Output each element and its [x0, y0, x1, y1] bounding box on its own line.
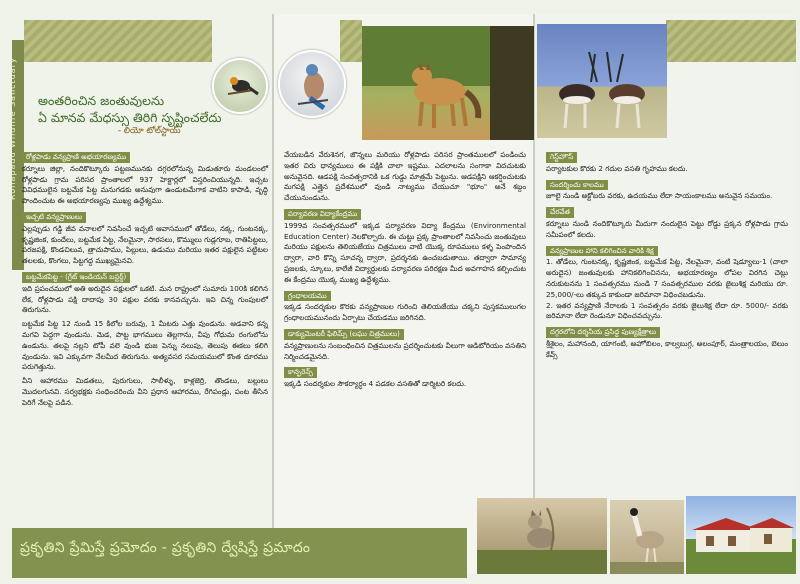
section-heading: వన్యప్రాణుల హాని కలిగించిన వారికి శిక్ష [546, 246, 658, 257]
section-body: వేయబడిన వేరుశెనగ, జొన్నలు మరియు రోళ్లపాడు పరిసర ప్రాంతములలో పండించు ఇతర చిరు ధాన్యములు ఈ పక్షికి చాలా ఇష్టము. ఎదలాలను సంగాకా విదచుటకు అనువైనది. ఆడపక్షి సంవత్సరానికి ఒక గుడ్డు మాత్రమే పెట్టును. ఆడపక్షిని ఆకర్షించుటకు మగపక్షి ఎత్తైన ప్రదేశములో వుండి నాట్యము చేయుచూ "భూం" అనే శబ్దం చేయునుండును. [284, 150, 526, 203]
section-body: ఇది ప్రపంచములో అతి అరుదైన పక్షులలో ఒకటి. మన రాష్ట్రంలో సుమారు 100కి కలిగిన లేక, రోళ్లపాడు పక్షి దాదాపు 30 పక్షుల వరకు కానవచ్చును. ఇవి చిన్న గుంపులలో తిరుగును. [22, 283, 268, 315]
section-body: కర్నూలు జిల్లా, నందికొట్కూరు పట్టణమునకు దగ్గరలోనున్న మిడుతూరు మండలంలో రోళ్లపాడు గ్రామ పరిసర ప్రాంతాలలో 937 హెక్టార్లలో విస్తరించియున్నది. ఇచ్చట వివిధములైన బట్టమేక పిట్ట మనుగడకు అనువుగా ఉండుటమేగాక వాటిని కాపాడి, వృద్ధి పొందించుట ఈ అభయారణ్యపు ముఖ్య ఉద్దేశ్యము. [22, 163, 268, 206]
section-how-to-reach [546, 205, 788, 240]
section-penalties [546, 244, 788, 323]
section-body: జూలై నుండి అక్టోబరు వరకు, ఉదయము లేదా సాయంకాలము అనువైన సమయం. [546, 191, 773, 201]
section-body: శ్రీశైలం, మహానంది, యాగంటి, అహోబిలం, కాల్వబుగ్గ, అలంపూర్, మంత్రాలయం, బెలుం కేవ్స్ [546, 338, 788, 359]
section-heading: బట్టమేకపిట్ట - (గ్రేట్ ఇండియన్ బస్టర్డ్) [22, 272, 130, 283]
section-body: ఇక్కడ సందర్శకుల కొరకు వన్యప్రాణుల గురించి తెలియజేయు చక్కని పుస్తకములుగల గ్రంధాలయమునందు ఏర్పాటు చేయడము జరిగినది. [284, 302, 526, 323]
section-library [284, 289, 526, 324]
section-sanctuary [22, 150, 268, 207]
section-heading: గ్రంధాలయము [284, 291, 331, 302]
bustard-photo [610, 500, 684, 574]
section-guesthouse [546, 150, 788, 175]
quote-line-2: ఏ మానవ మేధస్సు తిరిగి సృష్టించలేదు [38, 110, 222, 125]
section-body: 1999వ సంవత్సరములో ఇక్కడ పర్యావరణ విద్యా కేంద్రము (Environmental Education Center) నెలకొల్పారు. ఈ చుట్టు ప్రక్క ప్రాంతాలలో నివసించు జంతువులు మరియు పక్షులను తెలియజేయు చిత్రములు వాటి యొక్క రూపములు కళ్ళ పెంపొందిన ద్వారా, వారి కొన్ని సూచన్న ద్వారా, ప్రదర్శనకు ఉంచబడుతాయి. తద్వారా సామాన్య ప్రజలకు, స్కూలు, కాలేజీ విద్యార్థులకు పర్యావరణ పరిరక్షణ మీద అవగాహన కల్పించుట ఈ కేంద్రము యొక్క ముఖ్య ఉద్దేశ్యము. [284, 220, 526, 284]
section-heading: కాన్ఫరెన్స్ [284, 367, 317, 378]
section-heading: సందర్శించు కాలము [546, 180, 608, 191]
section-body: కర్నూలు నుండి నందికొట్కూరు మీదుగా నందులైన పెట్టు రోడ్డు ప్రక్కన రోళ్లపాడు గ్రామ సమీపంలో కలదు. [546, 218, 788, 239]
education-center-photo [686, 496, 796, 574]
section-heading: డాక్యుమెంటరీ ఫిలిమ్స్ (లఘు చిత్రములు) [284, 329, 404, 340]
quote-author: - లియో టోల్‌స్టాయ్ [118, 126, 181, 136]
top-band [24, 20, 212, 62]
section-heading: దగ్గరలోని దర్శనీయ ప్రసిద్ధ పుణ్యక్షేత్రాలు [546, 327, 660, 338]
wolf-photo [477, 498, 607, 574]
column-left [22, 150, 268, 412]
section-body: పర్యాటకుల కొరకు 2 గదుల వసతి గృహము కలదు. [546, 163, 688, 173]
section-heading: పర్యావరణ విద్యాకేంద్రము [284, 209, 361, 220]
section-wildlife [22, 210, 268, 267]
top-band [340, 20, 362, 62]
column-right [546, 150, 788, 364]
section-heading: రోళ్లపాడు వన్యప్రాణి అభయారణ్యము [22, 152, 130, 163]
spine-title: Rollapadu Wildlife Sanctuary [8, 57, 17, 200]
section-visiting-time [546, 178, 788, 203]
fold-line [272, 14, 274, 574]
roller-bird-photo [278, 50, 346, 118]
banner-slogan: ప్రకృతిని ప్రేమిస్తే ప్రమోదం - ప్రకృతిని ద్వేషిస్తే ప్రమాదం [20, 540, 311, 556]
column-middle [284, 150, 526, 393]
section-bustard [22, 270, 268, 316]
top-band [666, 20, 796, 62]
blackbuck-photo [537, 24, 667, 138]
section-body: వన్యప్రాణులను సంబంధించిన చిత్రములను ప్రదర్శించుటకు వీలుగా ఆడిటోరియం వసతిని నిర్మించడమైనది. [284, 340, 526, 361]
section-heading: ఇచ్చటి వన్యప్రాణులు [22, 212, 86, 223]
section-heading: గెస్ట్‌హౌస్ [546, 152, 577, 163]
section-body: బట్టమేక పిట్ట 12 నుండి 15 కిలోల బరువు, 1 మీటరు ఎత్తు వుండును. ఆడవాని కన్న మగవి పెద్దగా వుండును. మెడ, పొట్ట భాగములు తెల్లగాను, వీపు గోధుమ రంగులోను ఉండును. తలపై నల్లని టోపీ వలె వుండి భుజ పెన్ను నలుపు, తెలుపు ఈకలు కలిగి వుండును. ఇవి ఎక్కువగా నేలమీద తిరుగును. అత్యవసర సమయములో కొంత దూరము పరుగెత్తును. [22, 319, 268, 372]
jackal-photo [362, 26, 534, 140]
quote [38, 92, 268, 126]
section-body: 1. తోడేలు, గుంటనక్క, కృష్ణజింక, బట్టమేక పిట్ట, నేలమైనా, వంటి షెడ్యూలు-1 (చాలా అరుదైన) జంతువులకు హానికలిగించినను, అభయారణ్యం లోపల విరగిన చెట్లు నరుకుటనను 1 సంవత్సరము నుండి 7 సంవత్సరముల వరకు జైలుశిక్ష మరియు రూ. 25,000/-లు తక్కువ కాకుండా జరిమానా విధించబడును. 2. ఇతర వన్యప్రాణి నేరాలకు 1 సంవత్సరం వరకు జైలుశిక్ష లేదా రూ. 5000/- వరకు జరిమానా లేదా రెండునూ విధించవచ్చును. [546, 257, 788, 321]
section-body: ఎల్లప్పుడు గడ్డి జీవ వనాలలో నివసించే ఇచ్చటి ఆవాసములో తోడేలు, నక్క, గుంటనక్క, కృష్ణజింక, కుందేలు, బట్టమేక పిట్ట, నేలమైనా, సారసలు, కొమ్ములు గుడ్లగూబ, రాతిపిట్టలు, పరజపక్షి, కొండచిలువ, త్రాచుపాము, పిల్లులు, ఉడుము మరియు ఇతర పక్షులైన పట్టిటల తలలకు, కొంగలు, పిట్టగద్ద ముఖ్యమైనవి. [22, 223, 268, 266]
section-documentary [284, 327, 526, 362]
section-conference [284, 365, 526, 390]
quote-line-1: అంతరించిన జంతువులను [38, 93, 165, 108]
section-nearby-places [546, 325, 788, 360]
section-body: వీని ఆహారము మిడతలు, పురుగులు, సాలీళ్ళు, కాళ్లజెర్రి, తొండలు, బల్లులు మొదలగునవి. సర్వభక్షకు సంధించరించు వీని ప్రధాన ఆహారము, రేగిపండ్లు, పంట తీసిన పెరిగే నేలపై పడిన. [22, 376, 268, 407]
section-heading: చేరవేత [546, 207, 574, 218]
section-education-center [284, 207, 526, 286]
section-body: ఇక్కడి సందర్శకుల సౌకర్యార్ధం 4 పడకల వసతితో డార్మిటరి కలదు. [284, 379, 467, 389]
